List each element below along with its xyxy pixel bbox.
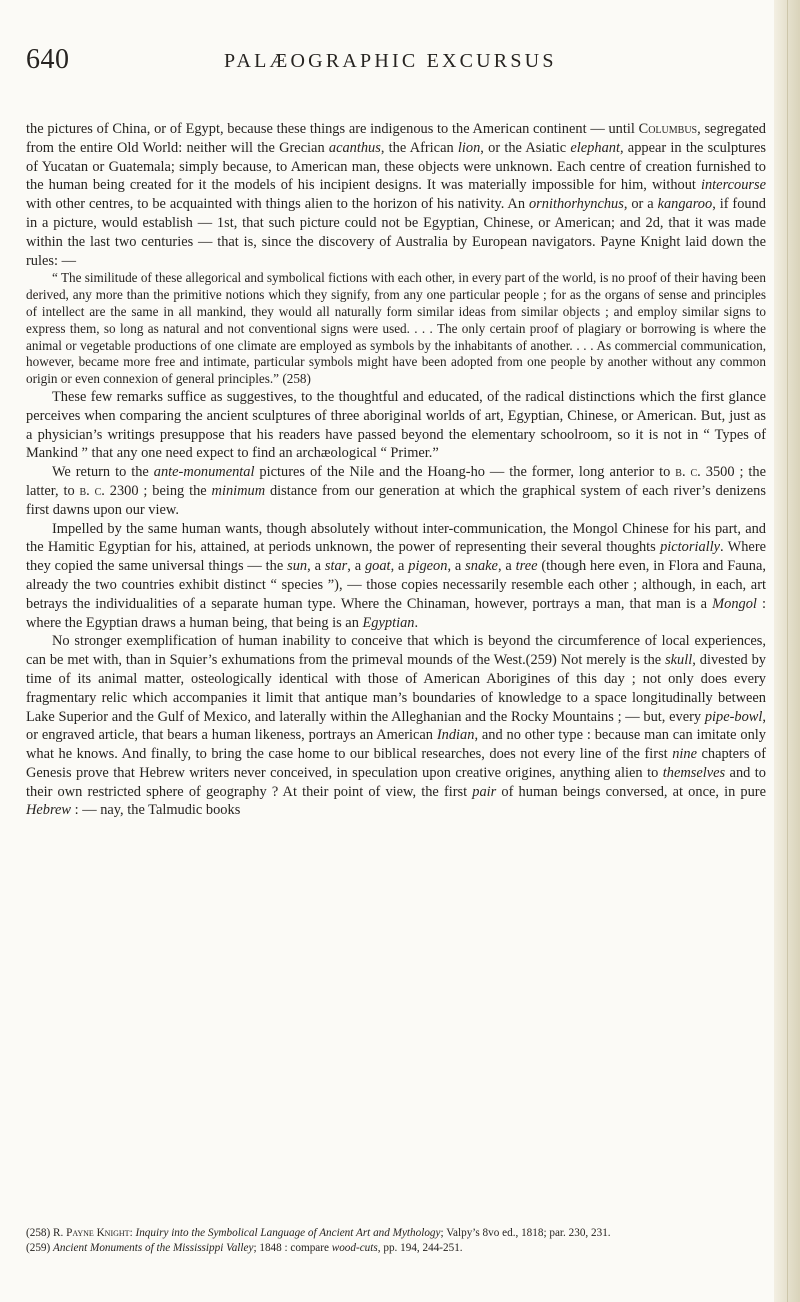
text-segment: , a	[307, 558, 325, 575]
paragraph-2: These few remarks suffice as suggestives, to the thoughtful and educated, of the radical distinctions which the first glance perceives when comparing the ancient sculptures of three aboriginal worlds of art, Egyptian, Chinese, or American. But, just as a physician’s writings presuppose that his readers have passed beyond the elementary schoolroom, so it is not in “ Types of Mankind ” that any one need expect to find an archæological “ Primer.”	[26, 388, 766, 462]
italic-term: minimum	[211, 482, 266, 499]
italic-term: acanthus	[328, 139, 381, 156]
text-segment: pictures of the Nile and the Hoang-ho — the former, long anterior to	[254, 464, 676, 481]
text-segment: , a	[447, 558, 466, 575]
text-segment: chapters of Genesis prove that Hebrew writers never conceived, in speculation upon creative origines, anything alien to	[26, 746, 766, 781]
text-segment: the pictures of China, or of Egypt, because these things are indigenous to the American continent — until	[26, 121, 639, 137]
era-abbrev: b. c.	[675, 464, 701, 481]
italic-term: themselves	[662, 764, 726, 781]
text-segment: , appear in the sculptures of Yucatan or Guatemala; simply because, to American man, these objects were unknown. Each centre of creation furnished to the human being created for it the models of his incipient designs. It was materially impossible for him, without	[26, 139, 766, 194]
text-segment: , a	[497, 558, 516, 575]
italic-term: pictorially	[660, 539, 721, 556]
italic-term: pipe-bowl	[704, 708, 763, 725]
text-segment: , a	[347, 558, 365, 575]
italic-term: wood-cuts	[331, 1242, 378, 1254]
italic-term: Hebrew	[26, 802, 72, 819]
paragraph-1	[26, 120, 766, 270]
text-segment: . Where they copied the same universal things — the	[26, 539, 767, 575]
italic-term: Mongol	[712, 595, 757, 612]
italic-term: star	[324, 558, 348, 575]
italic-term: ornithorhynchus	[528, 196, 624, 213]
italic-term: lion	[457, 139, 481, 156]
italic-term: ante-monumental	[153, 464, 255, 481]
italic-term: kangaroo	[657, 196, 713, 213]
text-segment: Impelled by the same human wants, though absolutely without inter-communication, the Mongol Chinese for his part, and the Hamitic Egyptian for his, attained, at periods unknown, the power of representing their several thoughts	[26, 520, 766, 556]
text-segment: and to their own restricted sphere of geography ? At their point of view, the first	[26, 764, 766, 800]
text-segment: Columbus	[638, 121, 698, 137]
text-segment: We return to the	[52, 464, 154, 481]
italic-term: Indian	[436, 727, 475, 744]
text-segment: , pp. 194, 244-251.	[377, 1242, 463, 1254]
book-title: Ancient Monuments of the Mississippi Valley	[53, 1242, 254, 1254]
author-name: Payne Knight	[66, 1227, 130, 1239]
body-text	[26, 120, 766, 820]
text-segment: ; 1848 : compare	[253, 1242, 332, 1254]
text-segment: of human beings conversed, at once, in pure	[496, 783, 766, 800]
italic-term: tree	[515, 558, 538, 575]
text-segment: , a	[390, 558, 409, 575]
text-segment: 3500 ; the latter, to	[26, 464, 767, 499]
paragraph-5	[26, 632, 766, 820]
text-segment: , and no other type : because man can imitate only what he knows. And finally, to bring the case home to our biblical researches, does not every line of the first	[26, 727, 766, 763]
text-segment: , or a	[623, 196, 658, 213]
text-segment: 2300 ; being the	[104, 482, 212, 499]
italic-term: nine	[672, 746, 697, 763]
text-segment: No stronger exemplification of human inability to conceive that which is beyond the circumference of local experiences, can be met with, than in Squier’s exhumations from the primeval mounds of the West.(259) Not merely is the	[26, 633, 766, 669]
text-segment: : — nay, the Talmudic books	[71, 802, 241, 819]
text-segment: :	[129, 1227, 136, 1239]
era-abbrev: b. c.	[79, 482, 105, 499]
page-edge-line	[787, 0, 788, 1302]
text-segment: (though here even, in Flora and Fauna, already the two countries exhibit distinct “ species ”), — those copies necessarily resemble each other ; although, in each, art betrays the individualities of a separate human type. Where the Chinaman, however, portrays a man, that man is a	[26, 558, 766, 612]
italic-term: skull	[665, 652, 693, 669]
text-segment: , or the Asiatic	[480, 139, 571, 156]
page-number: 640	[26, 44, 70, 75]
text-segment: , if found in a picture, would establish — 1st, that such picture could not be Egyptian, Chinese, or American; and 2d, that it was made within the last two centuries — that is, since the discovery of Australia by European navigators. Payne Knight laid down the rules: —	[26, 196, 766, 269]
footnote-258	[26, 1226, 766, 1241]
text-segment: ; Valpy’s 8vo ed., 1818; par. 230, 231.	[440, 1227, 611, 1239]
text-segment: .	[414, 614, 419, 631]
book-title: Inquiry into the Symbolical Language of Ancient Art and Mythology	[135, 1227, 441, 1239]
text-segment: with other centres, to be acquainted with things alien to the horizon of his nativity. An	[26, 196, 529, 213]
italic-term: pigeon	[408, 558, 448, 575]
text-segment: , segregated from the entire Old World: neither will the Grecian	[26, 121, 766, 156]
text-segment: , the African	[380, 139, 458, 156]
page-header	[26, 44, 766, 84]
footnotes	[26, 1226, 766, 1256]
text-segment: (258) R.	[26, 1227, 67, 1239]
italic-term: snake	[465, 558, 498, 575]
block-quote: “ The similitude of these allegorical and symbolical fictions with each other, in every part of the world, is no proof of their having been derived, any more than the primitive notions which they signify, from any one particular people ; for as the organs of sense and principles of intellect are the same in all mankind, they would all naturally form similar ideas from similar objects ; and employ similar signs to express them, so long as natural and not conventional signs were used. . . . The only certain proof of plagiary or borrowing is where the animal or vegetable productions of one climate are employed as symbols by the inhabitants of another. . . . As commercial communication, however, became more free and intimate, particular symbols might have been adopted from one people by another without any common origin or even connexion of general principles.” (258)	[26, 270, 766, 387]
paragraph-4	[26, 520, 766, 633]
italic-term: intercourse	[700, 177, 766, 194]
footnote-259	[26, 1241, 766, 1256]
italic-term: goat	[364, 558, 391, 575]
text-segment: , divested by time of its animal matter, osteologically identical with those of American Aborigines of this day ; not only does every fragmentary relic which accompanies it limit that antique man’s boundaries of knowledge to a space longitudinally between Lake Superior and the Gulf of Mexico, and laterally within the Alleghanian and the Rocky Mountains ; — but, every	[26, 652, 766, 725]
italic-term: elephant	[570, 139, 620, 156]
italic-term: sun	[287, 558, 308, 575]
italic-term: Egyptian	[362, 614, 415, 631]
text-segment: , or engraved article, that bears a human likeness, portrays an American	[26, 708, 766, 744]
text-segment: (259)	[26, 1242, 54, 1254]
text-segment: : where the Egyptian draws a human being, that being is an	[26, 595, 766, 631]
paragraph-3	[26, 463, 766, 519]
running-head: PALÆOGRAPHIC EXCURSUS	[224, 50, 557, 72]
text-segment: distance from our generation at which the graphical system of each river’s denizens first dawns upon our view.	[26, 482, 766, 518]
italic-term: pair	[472, 783, 497, 800]
